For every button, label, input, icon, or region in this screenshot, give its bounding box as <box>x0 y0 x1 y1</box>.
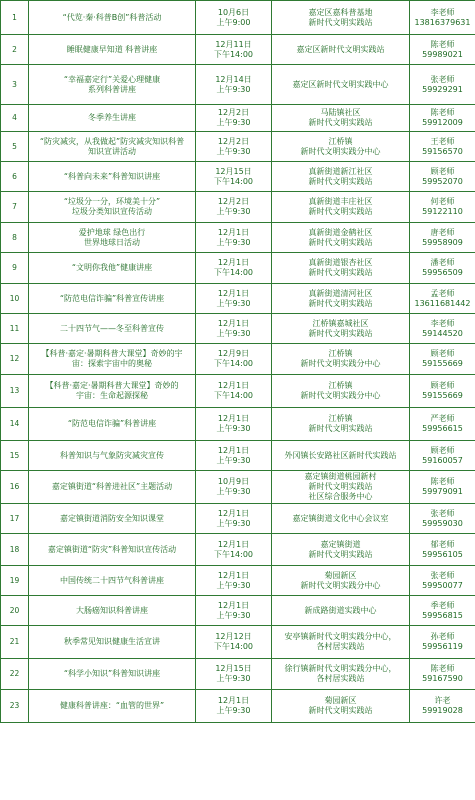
event-date-time: 12月1日 上午9:30 <box>196 408 272 441</box>
event-date-time: 12月1日 上午9:30 <box>196 223 272 253</box>
table-row <box>1 626 475 659</box>
event-venue: 江桥镇 新时代文明实践站 <box>272 408 410 441</box>
event-contact: 严老师 59956615 <box>410 408 475 441</box>
event-venue: 江桥镇 新时代文明实践分中心 <box>272 344 410 375</box>
event-title: 睡眠健康早知道 科普讲座 <box>29 35 196 65</box>
event-venue: 真新街道清河社区 新时代文明实践站 <box>272 284 410 314</box>
event-date-time: 12月14日 上午9:30 <box>196 65 272 105</box>
event-title: 【科普·嘉定·暑期科普大课堂】奇妙的宇 宙：探索宇宙中的奥秘 <box>29 344 196 375</box>
event-venue: 徐行镇新时代文明实践分中心， 各村居实践站 <box>272 659 410 690</box>
row-number: 12 <box>1 344 29 375</box>
table-row <box>1 659 475 690</box>
row-number: 7 <box>1 192 29 223</box>
event-venue: 嘉定区新时代文明实践中心 <box>272 65 410 105</box>
event-date-time: 12月2日 上午9:30 <box>196 105 272 132</box>
event-title: 嘉定镇街道消防安全知识课堂 <box>29 504 196 534</box>
event-contact: 唐老师 59958909 <box>410 223 475 253</box>
table-row <box>1 408 475 441</box>
event-title: “防范电信诈骗”科普讲座 <box>29 408 196 441</box>
event-venue: 嘉定镇街道桃园新村 新时代文明实践站 社区综合服务中心 <box>272 471 410 504</box>
event-date-time: 12月1日 上午9:30 <box>196 504 272 534</box>
table-row <box>1 566 475 596</box>
table-row <box>1 690 475 723</box>
event-contact: 孙老师 59956119 <box>410 626 475 659</box>
row-number: 19 <box>1 566 29 596</box>
event-title: “垃圾分一分，环境美十分” 垃圾分类知识宣传活动 <box>29 192 196 223</box>
event-venue: 真新街道金鹤社区 新时代文明实践站 <box>272 223 410 253</box>
event-date-time: 12月1日 下午14:00 <box>196 534 272 566</box>
event-date-time: 12月12日 下午14:00 <box>196 626 272 659</box>
event-venue: 马陆镇社区 新时代文明实践站 <box>272 105 410 132</box>
event-title: “代览·秦·科普B创”科普活动 <box>29 1 196 35</box>
event-contact: 张老师 59959030 <box>410 504 475 534</box>
table-body <box>1 1 475 723</box>
event-title: 嘉定镇街道“防灾”科普知识宣传活动 <box>29 534 196 566</box>
table-row <box>1 253 475 284</box>
row-number: 11 <box>1 314 29 344</box>
event-contact: 陈老师 59167590 <box>410 659 475 690</box>
event-contact: 张老师 59950077 <box>410 566 475 596</box>
event-date-time: 12月1日 上午9:30 <box>196 690 272 723</box>
table-row <box>1 65 475 105</box>
event-date-time: 12月1日 上午9:30 <box>196 284 272 314</box>
event-contact: 顾老师 59160057 <box>410 441 475 471</box>
event-title: “科普向未来”科普知识讲座 <box>29 162 196 192</box>
event-date-time: 12月9日 下午14:00 <box>196 344 272 375</box>
event-contact: 许老 59919028 <box>410 690 475 723</box>
row-number: 15 <box>1 441 29 471</box>
event-contact: 孟老师 13611681442 <box>410 284 475 314</box>
event-contact: 王老师 59156570 <box>410 132 475 162</box>
row-number: 23 <box>1 690 29 723</box>
table-row <box>1 35 475 65</box>
event-venue: 江桥镇嘉城社区 新时代文明实践站 <box>272 314 410 344</box>
table-row <box>1 471 475 504</box>
event-venue: 嘉定区嘉科普基地 新时代文明实践站 <box>272 1 410 35</box>
event-contact: 季老师 59956815 <box>410 596 475 626</box>
event-date-time: 12月1日 上午9:30 <box>196 314 272 344</box>
event-venue: 新成路街道实践中心 <box>272 596 410 626</box>
event-venue: 江桥镇 新时代文明实践分中心 <box>272 132 410 162</box>
row-number: 6 <box>1 162 29 192</box>
event-contact: 李老师 13816379631 <box>410 1 475 35</box>
table-row <box>1 105 475 132</box>
event-title: 秋季常见知识健康生活宣讲 <box>29 626 196 659</box>
row-number: 21 <box>1 626 29 659</box>
event-contact: 张老师 59929291 <box>410 65 475 105</box>
event-title: 爱护地球 绿色出行 世界地球日活动 <box>29 223 196 253</box>
event-venue: 菊园新区 新时代文明实践站 <box>272 690 410 723</box>
event-date-time: 12月2日 上午9:30 <box>196 192 272 223</box>
event-date-time: 12月1日 上午9:30 <box>196 566 272 596</box>
row-number: 16 <box>1 471 29 504</box>
row-number: 10 <box>1 284 29 314</box>
event-title: 冬季养生讲座 <box>29 105 196 132</box>
event-title: “防灾减灾，从我做起”防灾减灾知识科普 知识宣讲活动 <box>29 132 196 162</box>
event-title: 嘉定镇街道“科普进社区”主题活动 <box>29 471 196 504</box>
table-row <box>1 534 475 566</box>
table-row <box>1 596 475 626</box>
row-number: 5 <box>1 132 29 162</box>
event-venue: 真新街道丰庄社区 新时代文明实践站 <box>272 192 410 223</box>
event-date-time: 12月2日 上午9:30 <box>196 132 272 162</box>
event-title: 二十四节气——冬至科普宣传 <box>29 314 196 344</box>
event-date-time: 12月11日 下午14:00 <box>196 35 272 65</box>
table-row <box>1 375 475 408</box>
table-row <box>1 284 475 314</box>
event-contact: 陈老师 59989021 <box>410 35 475 65</box>
event-title: 中国传统二十四节气科普讲座 <box>29 566 196 596</box>
table-row <box>1 314 475 344</box>
row-number: 20 <box>1 596 29 626</box>
event-date-time: 12月15日 下午14:00 <box>196 162 272 192</box>
event-venue: 嘉定镇街道文化中心会议室 <box>272 504 410 534</box>
event-venue: 嘉定区新时代文明实践站 <box>272 35 410 65</box>
event-date-time: 12月1日 下午14:00 <box>196 253 272 284</box>
event-contact: 郁老师 59956105 <box>410 534 475 566</box>
row-number: 8 <box>1 223 29 253</box>
row-number: 13 <box>1 375 29 408</box>
table-row <box>1 441 475 471</box>
event-title: 【科普·嘉定·暑期科普大课堂】奇妙的 宇宙：生命起源探秘 <box>29 375 196 408</box>
event-venue: 嘉定镇街道 新时代文明实践站 <box>272 534 410 566</box>
event-venue: 安亭镇新时代文明实践分中心， 各村居实践站 <box>272 626 410 659</box>
table-row <box>1 344 475 375</box>
row-number: 9 <box>1 253 29 284</box>
table-row <box>1 192 475 223</box>
table-row <box>1 132 475 162</box>
event-title: 健康科普讲座：“血管的世界” <box>29 690 196 723</box>
row-number: 1 <box>1 1 29 35</box>
event-title: “文明你我他”健康讲座 <box>29 253 196 284</box>
event-title: “科学小知识”科普知识讲座 <box>29 659 196 690</box>
event-date-time: 10月6日 上午9:00 <box>196 1 272 35</box>
event-date-time: 12月1日 下午14:00 <box>196 375 272 408</box>
event-venue: 真新街道新江社区 新时代文明实践站 <box>272 162 410 192</box>
event-title: 大肠癌知识科普讲座 <box>29 596 196 626</box>
row-number: 3 <box>1 65 29 105</box>
event-contact: 顾老师 59155669 <box>410 375 475 408</box>
event-date-time: 12月1日 上午9:30 <box>196 441 272 471</box>
event-venue: 外冈镇长安路社区新时代实践站 <box>272 441 410 471</box>
row-number: 14 <box>1 408 29 441</box>
event-contact: 陈老师 59912009 <box>410 105 475 132</box>
event-date-time: 10月9日 上午9:30 <box>196 471 272 504</box>
event-date-time: 12月1日 上午9:30 <box>196 596 272 626</box>
event-contact: 陈老师 59979091 <box>410 471 475 504</box>
event-date-time: 12月15日 上午9:30 <box>196 659 272 690</box>
row-number: 17 <box>1 504 29 534</box>
event-contact: 顾老师 59952070 <box>410 162 475 192</box>
event-contact: 李老师 59144520 <box>410 314 475 344</box>
table-row <box>1 504 475 534</box>
event-title: “幸福嘉定行”关爱心理健康 系列科普讲座 <box>29 65 196 105</box>
event-venue: 真新街道银杏社区 新时代文明实践站 <box>272 253 410 284</box>
table-row <box>1 1 475 35</box>
event-contact: 潘老师 59956509 <box>410 253 475 284</box>
event-contact: 顾老师 59155669 <box>410 344 475 375</box>
event-title: “防范电信诈骗”科普宣传讲座 <box>29 284 196 314</box>
table-row <box>1 162 475 192</box>
event-title: 科普知识与气象防灾减灾宣传 <box>29 441 196 471</box>
event-contact: 何老师 59122110 <box>410 192 475 223</box>
event-venue: 菊园新区 新时代文明实践分中心 <box>272 566 410 596</box>
row-number: 4 <box>1 105 29 132</box>
row-number: 22 <box>1 659 29 690</box>
row-number: 2 <box>1 35 29 65</box>
event-venue: 江桥镇 新时代文明实践分中心 <box>272 375 410 408</box>
row-number: 18 <box>1 534 29 566</box>
table-row <box>1 223 475 253</box>
